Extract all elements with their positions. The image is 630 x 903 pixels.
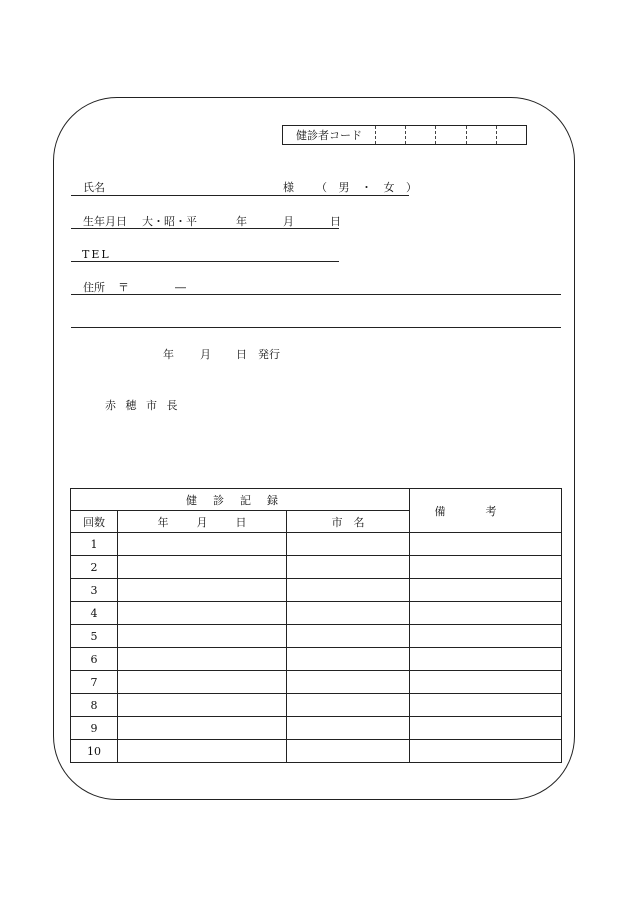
row-number: 10	[71, 740, 118, 763]
honorific-label: 様	[283, 181, 294, 194]
issuer-name: 赤 穂 市 長	[105, 399, 181, 412]
remarks-cell[interactable]	[410, 602, 562, 625]
date-year-label: 年	[157, 515, 169, 529]
city-cell[interactable]	[287, 556, 410, 579]
remarks-header: 備考	[410, 489, 562, 533]
city-column-header: 市 名	[287, 511, 410, 533]
date-cell[interactable]	[118, 740, 287, 763]
remarks-cell[interactable]	[410, 556, 562, 579]
remarks-cell[interactable]	[410, 648, 562, 671]
name-label: 氏名	[83, 181, 105, 194]
issue-month-label: 月	[200, 348, 211, 361]
date-cell[interactable]	[118, 671, 287, 694]
city-cell[interactable]	[287, 740, 410, 763]
table-row	[71, 556, 562, 579]
address-label: 住所	[83, 281, 105, 294]
postal-mark: 〒	[118, 281, 129, 294]
row-number: 6	[71, 648, 118, 671]
table-row	[71, 625, 562, 648]
date-cell[interactable]	[118, 648, 287, 671]
code-digit-cell[interactable]	[466, 126, 496, 144]
remarks-cell[interactable]	[410, 533, 562, 556]
row-number: 1	[71, 533, 118, 556]
checkup-code-label: 健診者コード	[296, 129, 362, 142]
code-digit-cell[interactable]	[435, 126, 465, 144]
date-cell[interactable]	[118, 579, 287, 602]
remarks-cell[interactable]	[410, 694, 562, 717]
row-number: 9	[71, 717, 118, 740]
tel-field-line[interactable]	[71, 261, 339, 262]
row-number: 7	[71, 671, 118, 694]
date-cell[interactable]	[118, 694, 287, 717]
table-row	[71, 671, 562, 694]
checkup-code-box	[282, 125, 527, 145]
postal-dash: ―	[175, 281, 186, 294]
city-cell[interactable]	[287, 694, 410, 717]
birth-year-label: 年	[236, 215, 247, 228]
table-row	[71, 648, 562, 671]
date-column-header	[118, 511, 287, 533]
era-choice[interactable]: 大・昭・平	[142, 215, 197, 228]
date-cell[interactable]	[118, 533, 287, 556]
city-cell[interactable]	[287, 533, 410, 556]
address-field-line-1[interactable]	[71, 294, 561, 295]
issued-label: 発行	[258, 348, 280, 361]
row-number: 8	[71, 694, 118, 717]
date-cell[interactable]	[118, 602, 287, 625]
issue-year-label: 年	[163, 348, 174, 361]
table-row	[71, 740, 562, 763]
date-cell[interactable]	[118, 625, 287, 648]
tel-label: TEL	[82, 248, 111, 261]
city-cell[interactable]	[287, 671, 410, 694]
birth-month-label: 月	[283, 215, 294, 228]
gender-choice[interactable]: （ 男 ・ 女 ）	[316, 181, 421, 194]
date-month-label: 月	[196, 515, 208, 529]
table-row	[71, 579, 562, 602]
birthdate-field-line[interactable]	[71, 228, 339, 229]
row-number: 3	[71, 579, 118, 602]
remarks-cell[interactable]	[410, 671, 562, 694]
city-cell[interactable]	[287, 579, 410, 602]
city-cell[interactable]	[287, 602, 410, 625]
code-digit-cell[interactable]	[405, 126, 435, 144]
row-number: 4	[71, 602, 118, 625]
city-cell[interactable]	[287, 717, 410, 740]
date-cell[interactable]	[118, 717, 287, 740]
table-row	[71, 717, 562, 740]
remarks-cell[interactable]	[410, 625, 562, 648]
remarks-cell[interactable]	[410, 579, 562, 602]
table-row	[71, 602, 562, 625]
birth-day-label: 日	[330, 215, 341, 228]
name-field-line[interactable]	[71, 195, 409, 196]
code-digit-cell[interactable]	[375, 126, 405, 144]
issue-day-label: 日	[236, 348, 247, 361]
birthdate-label: 生年月日	[83, 215, 127, 228]
count-column-header: 回数	[71, 511, 118, 533]
remarks-cell[interactable]	[410, 740, 562, 763]
remarks-cell[interactable]	[410, 717, 562, 740]
checkup-records-table	[70, 488, 562, 763]
date-day-label: 日	[235, 515, 247, 529]
row-number: 2	[71, 556, 118, 579]
code-digit-cell[interactable]	[496, 126, 526, 144]
table-row	[71, 533, 562, 556]
city-cell[interactable]	[287, 625, 410, 648]
address-field-line-2[interactable]	[71, 327, 561, 328]
table-row	[71, 694, 562, 717]
row-number: 5	[71, 625, 118, 648]
date-cell[interactable]	[118, 556, 287, 579]
city-cell[interactable]	[287, 648, 410, 671]
checkup-record-header: 健診記録	[71, 489, 410, 511]
